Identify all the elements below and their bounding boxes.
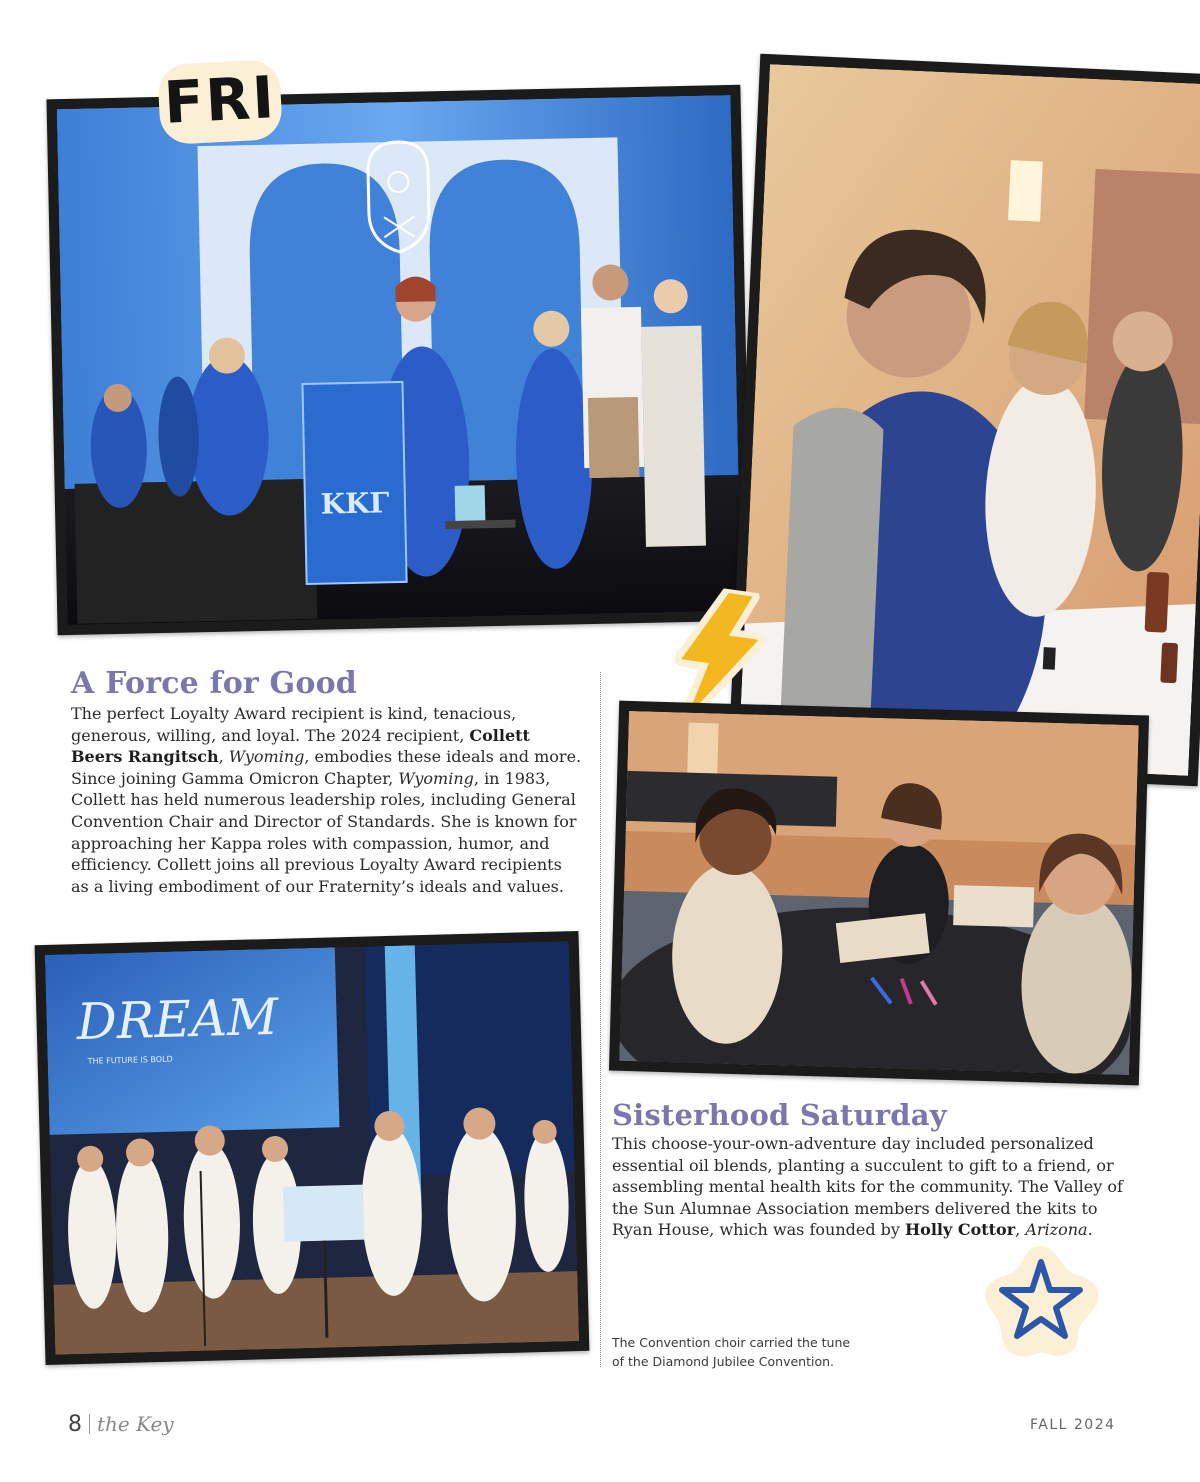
stage-photo <box>46 85 751 635</box>
essential-oil-photo <box>728 54 1200 787</box>
body-text-segment: , <box>1015 1220 1026 1240</box>
body-text-segment: This choose-your-own-adventure day included personalized essential oil blends, planting a succulent to gift to a friend, or assembling mental health kits for the community. The Valley of the Sun Alumnae Association members delivered the kits to Ryan House, which was founded by <box>612 1134 1123 1240</box>
recipient-name: Collett Beers Rangitsch <box>71 725 530 767</box>
force-for-good-headline: A Force for Good <box>71 666 357 701</box>
choir-scene <box>45 941 579 1355</box>
footer-separator <box>89 1414 90 1434</box>
sisterhood-scene <box>619 711 1139 1075</box>
stage-scene <box>57 95 742 625</box>
body-text-segment: , in 1983, Collett has held numerous leadership roles, including General Convention Chair and Director of Standards. She is known for approaching her Kappa roles with compassion, humor, and efficiency. Collett joins all previous Loyalty Award recipients as a living embodiment of our Fraternity’s ideals and values. <box>71 768 577 896</box>
column-divider <box>600 672 601 1367</box>
fri-sticker <box>153 55 287 150</box>
footer-left <box>68 1404 174 1444</box>
choir-photo <box>35 931 590 1365</box>
page-number: 8 <box>68 1411 82 1437</box>
founder-name: Holly Cottor <box>905 1220 1016 1240</box>
caption-line: of the Diamond Jubilee Convention. <box>612 1354 834 1369</box>
sisterhood-photo <box>609 701 1149 1086</box>
sisterhood-saturday-headline: Sisterhood Saturday <box>612 1098 947 1132</box>
force-for-good-body <box>71 703 583 897</box>
fri-label: FRI <box>162 63 278 137</box>
choir-caption <box>612 1333 912 1371</box>
body-text-segment: . <box>1087 1220 1093 1240</box>
issue-label: FALL 2024 <box>1030 1417 1116 1433</box>
state-name: Wyoming <box>228 747 305 767</box>
state-name: Wyoming <box>398 768 474 788</box>
publication-logo: the Key <box>97 1412 174 1436</box>
screen-title: DREAM <box>75 987 279 1052</box>
body-text-segment: , <box>218 747 229 767</box>
body-text-segment: , embodies these ideals and more. Since joining Gamma Omicron Chapter, <box>71 747 582 788</box>
essential-oil-scene <box>739 64 1200 776</box>
body-text-segment: The perfect Loyalty Award recipient is kind, tenacious, generous, willing, and loyal. The 2024 recipient, <box>71 704 517 745</box>
star-icon <box>978 1240 1104 1364</box>
screen-subtitle: THE FUTURE IS BOLD <box>87 1054 173 1066</box>
podium-letters: KKΓ <box>320 486 390 521</box>
sisterhood-saturday-body <box>612 1133 1126 1241</box>
state-name: Arizona <box>1025 1220 1088 1240</box>
caption-line: The Convention choir carried the tune <box>612 1335 851 1350</box>
